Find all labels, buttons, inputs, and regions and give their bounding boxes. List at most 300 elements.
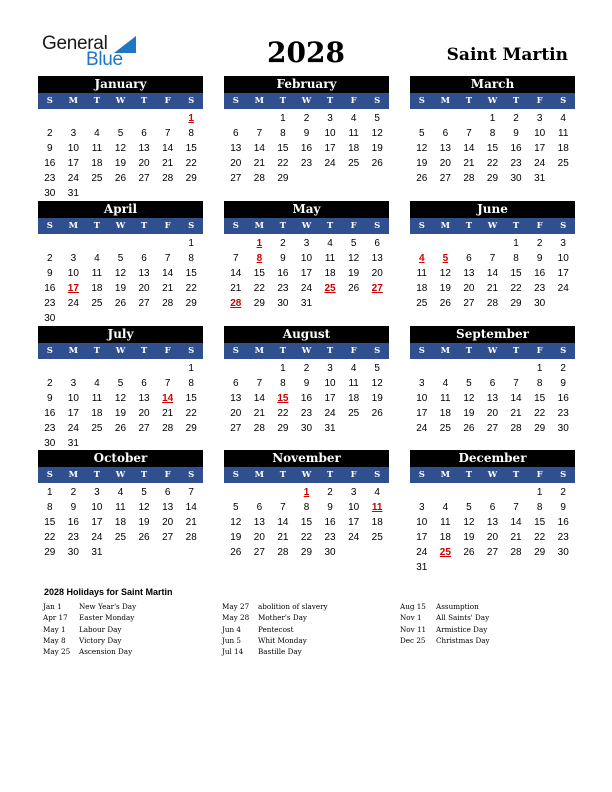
holiday-name: abolition of slavery [258, 602, 328, 611]
day-cell: 27 [230, 423, 242, 434]
day-cell: 30 [300, 423, 313, 434]
logo-word-blue: Blue [86, 49, 123, 70]
day-cell: 29 [486, 173, 499, 184]
weekday-label: S [418, 346, 425, 356]
day-cell: 10 [324, 128, 336, 139]
day-cell: 21 [253, 158, 265, 169]
day-cell: 8 [489, 128, 496, 139]
day-cell: 9 [303, 128, 310, 139]
empty-cell [224, 111, 248, 126]
weekday-label: T [326, 346, 334, 356]
weekday-label: M [440, 221, 451, 231]
day-cell: 5 [419, 128, 425, 139]
empty-cell [38, 361, 62, 376]
day-cell: 10 [300, 253, 313, 264]
holiday-day-cell: 1 [256, 238, 263, 249]
day-cell: 22 [44, 532, 56, 543]
day-cell: 19 [416, 158, 428, 169]
day-cell: 16 [324, 517, 336, 528]
day-cell: 12 [114, 268, 127, 279]
day-cell: 4 [560, 113, 566, 124]
day-cell: 2 [47, 253, 53, 264]
day-cell: 11 [558, 128, 569, 139]
holiday-date: Dec 25 [400, 635, 426, 645]
month-february [224, 76, 389, 186]
month-november [224, 450, 389, 560]
day-cell: 2 [303, 363, 310, 374]
day-cell: 18 [114, 517, 127, 528]
holiday-day-cell: 5 [442, 253, 449, 264]
empty-cell [248, 361, 272, 376]
day-cell: 10 [416, 393, 428, 404]
empty-cell [481, 485, 505, 500]
day-cell: 19 [230, 532, 242, 543]
day-cell: 3 [327, 113, 333, 124]
holiday-item [43, 612, 136, 623]
holiday-date: May 28 [222, 613, 250, 623]
day-cell: 28 [253, 423, 265, 434]
day-cell: 10 [91, 502, 103, 513]
day-cell: 26 [416, 173, 428, 184]
weekday-label: F [164, 96, 171, 106]
day-cell: 29 [300, 547, 313, 558]
day-cell: 26 [371, 158, 383, 169]
day-cell: 5 [141, 487, 147, 498]
day-cell: 12 [114, 393, 127, 404]
weekday-label: W [487, 221, 498, 231]
day-cell: 19 [348, 268, 360, 279]
weekday-label: T [512, 470, 520, 480]
day-cell: 17 [534, 143, 546, 154]
holiday-date: May 25 [43, 647, 71, 657]
weekday-label: S [374, 346, 381, 356]
empty-cell [156, 236, 180, 251]
day-cell: 11 [348, 128, 359, 139]
day-cell: 29 [510, 298, 522, 309]
day-cell: 30 [67, 547, 79, 558]
day-cell: 15 [534, 393, 546, 404]
weekday-label: T [140, 470, 148, 480]
empty-cell [457, 361, 481, 376]
day-cell: 20 [463, 283, 475, 294]
holidays-title: 2028 Holidays for Saint Martin [44, 587, 173, 597]
weekday-label: W [301, 346, 312, 356]
weekday-label: S [560, 346, 567, 356]
empty-cell [224, 236, 248, 251]
holiday-item [43, 635, 136, 646]
day-cell: 4 [442, 378, 449, 389]
day-cell: 12 [348, 253, 360, 264]
day-cell: 14 [253, 393, 265, 404]
day-cell: 29 [277, 423, 289, 434]
day-cell: 23 [534, 283, 546, 294]
day-cell: 16 [44, 158, 56, 169]
day-cell: 30 [44, 438, 56, 449]
holiday-name: Easter Monday [79, 613, 135, 623]
day-cell: 1 [489, 113, 496, 124]
day-cell: 23 [44, 423, 56, 434]
day-cell: 15 [253, 268, 265, 279]
day-cell: 26 [114, 173, 127, 184]
day-cell: 27 [486, 423, 499, 434]
day-cell: 19 [463, 408, 475, 419]
day-cell: 1 [280, 363, 286, 374]
day-cell: 9 [47, 393, 53, 404]
day-cell: 19 [114, 408, 127, 419]
day-cell: 17 [348, 517, 360, 528]
weekday-header [224, 93, 389, 109]
holiday-column [400, 601, 490, 646]
weekday-label: S [232, 470, 239, 480]
empty-cell [504, 361, 528, 376]
day-cell: 3 [303, 238, 310, 249]
day-cell: 2 [70, 487, 77, 498]
day-grid [38, 483, 203, 560]
weekday-label: W [115, 470, 126, 480]
day-cell: 17 [324, 393, 336, 404]
day-cell: 13 [230, 393, 242, 404]
weekday-label: T [512, 96, 520, 106]
day-grid [38, 359, 203, 451]
weekday-label: M [440, 346, 451, 356]
day-cell: 7 [489, 253, 496, 264]
day-cell: 4 [327, 238, 333, 249]
weekday-label: F [164, 346, 171, 356]
empty-cell [410, 361, 434, 376]
day-cell: 4 [117, 487, 124, 498]
day-cell: 21 [162, 158, 174, 169]
weekday-label: T [465, 346, 473, 356]
weekday-label: W [487, 470, 498, 480]
day-cell: 24 [67, 173, 79, 184]
day-cell: 14 [277, 517, 289, 528]
empty-cell [132, 361, 156, 376]
empty-cell [434, 361, 458, 376]
day-cell: 2 [536, 238, 543, 249]
month-april [38, 201, 203, 326]
day-cell: 18 [439, 408, 451, 419]
weekday-label: F [350, 221, 357, 231]
day-cell: 14 [185, 502, 197, 513]
day-cell: 13 [138, 268, 150, 279]
month-title: September [410, 326, 575, 343]
holiday-item [222, 635, 328, 646]
weekday-label: T [512, 221, 520, 231]
month-title: October [38, 450, 203, 467]
weekday-label: S [232, 346, 239, 356]
day-cell: 25 [91, 423, 103, 434]
weekday-label: T [465, 470, 473, 480]
day-cell: 9 [327, 502, 333, 513]
day-cell: 19 [371, 143, 383, 154]
weekday-label: S [188, 470, 195, 480]
day-cell: 18 [91, 158, 103, 169]
day-cell: 20 [486, 408, 499, 419]
day-cell: 18 [324, 268, 336, 279]
day-cell: 28 [510, 423, 522, 434]
day-cell: 3 [70, 253, 77, 264]
day-cell: 2 [513, 113, 519, 124]
day-cell: 21 [253, 408, 265, 419]
weekday-label: T [465, 96, 473, 106]
weekday-label: T [140, 346, 148, 356]
day-grid [410, 359, 575, 436]
holiday-date: Nov 1 [400, 613, 422, 623]
day-cell: 5 [117, 378, 124, 389]
day-cell: 16 [277, 268, 289, 279]
holiday-item [222, 601, 328, 612]
day-cell: 7 [164, 128, 171, 139]
weekday-label: T [512, 346, 520, 356]
empty-cell [224, 485, 248, 500]
day-cell: 9 [47, 268, 53, 279]
day-cell: 9 [280, 253, 286, 264]
holiday-day-cell: 14 [162, 393, 174, 404]
empty-cell [85, 361, 109, 376]
day-cell: 22 [185, 158, 197, 169]
day-cell: 20 [138, 283, 150, 294]
day-cell: 29 [185, 173, 197, 184]
day-cell: 18 [439, 532, 451, 543]
day-cell: 16 [510, 143, 522, 154]
day-cell: 11 [440, 517, 451, 528]
day-cell: 4 [94, 253, 100, 264]
day-cell: 8 [536, 378, 543, 389]
day-cell: 1 [188, 363, 194, 374]
day-cell: 30 [557, 423, 569, 434]
day-cell: 25 [416, 298, 428, 309]
day-cell: 22 [486, 158, 499, 169]
day-cell: 28 [486, 298, 499, 309]
empty-cell [248, 111, 272, 126]
day-cell: 13 [138, 143, 150, 154]
day-cell: 2 [560, 363, 566, 374]
holiday-date: Aug 15 [400, 602, 426, 611]
day-cell: 18 [348, 143, 360, 154]
day-cell: 12 [138, 502, 150, 513]
month-title: July [38, 326, 203, 343]
empty-cell [248, 485, 272, 500]
weekday-label: F [536, 470, 543, 480]
day-cell: 8 [188, 253, 194, 264]
month-may [224, 201, 389, 311]
day-cell: 13 [162, 502, 174, 513]
empty-cell [410, 236, 434, 251]
day-cell: 21 [185, 517, 197, 528]
day-cell: 8 [536, 502, 543, 513]
holiday-date: May 1 [43, 624, 66, 634]
day-cell: 27 [138, 298, 150, 309]
day-cell: 16 [44, 283, 56, 294]
weekday-label: F [350, 96, 357, 106]
day-cell: 23 [300, 408, 313, 419]
holiday-date: Nov 11 [400, 624, 427, 634]
weekday-label: M [68, 96, 79, 106]
day-grid [38, 234, 203, 326]
day-cell: 3 [70, 128, 77, 139]
day-cell: 12 [371, 128, 383, 139]
day-cell: 29 [277, 173, 289, 184]
day-cell: 31 [416, 562, 428, 573]
weekday-label: M [440, 470, 451, 480]
weekday-header [38, 343, 203, 359]
day-cell: 8 [280, 378, 286, 389]
day-cell: 8 [188, 128, 194, 139]
day-cell: 13 [253, 517, 265, 528]
day-cell: 30 [324, 547, 336, 558]
day-cell: 13 [486, 393, 499, 404]
day-cell: 4 [442, 502, 449, 513]
holiday-name: Assumption [436, 602, 479, 611]
holiday-column [222, 601, 328, 657]
day-cell: 6 [164, 487, 171, 498]
day-cell: 4 [94, 128, 100, 139]
day-cell: 14 [162, 268, 174, 279]
day-cell: 19 [114, 158, 127, 169]
day-cell: 1 [280, 113, 286, 124]
day-grid [224, 234, 389, 311]
weekday-label: F [164, 221, 171, 231]
day-cell: 25 [91, 173, 103, 184]
holiday-item [43, 624, 136, 635]
weekday-label: S [418, 470, 425, 480]
day-cell: 1 [536, 487, 543, 498]
day-cell: 24 [416, 423, 428, 434]
calendar-year-title: 2028 [267, 36, 345, 69]
day-cell: 16 [44, 408, 56, 419]
day-cell: 16 [67, 517, 79, 528]
day-cell: 18 [91, 408, 103, 419]
day-cell: 16 [300, 393, 313, 404]
day-cell: 6 [233, 378, 239, 389]
month-title: August [224, 326, 389, 343]
empty-cell [504, 485, 528, 500]
holiday-name: Labour Day [79, 624, 122, 634]
day-cell: 30 [44, 188, 56, 199]
weekday-label: T [140, 96, 148, 106]
day-cell: 20 [253, 532, 265, 543]
day-cell: 21 [510, 532, 522, 543]
day-cell: 19 [138, 517, 150, 528]
month-december [410, 450, 575, 575]
day-grid [410, 109, 575, 186]
weekday-label: S [418, 96, 425, 106]
day-cell: 24 [67, 298, 79, 309]
holiday-name: Armistice Day [436, 624, 488, 634]
weekday-label: F [536, 96, 543, 106]
day-cell: 22 [300, 532, 313, 543]
weekday-label: W [487, 346, 498, 356]
weekday-label: T [93, 470, 101, 480]
weekday-header [410, 343, 575, 359]
weekday-header [224, 218, 389, 234]
weekday-header [410, 467, 575, 483]
day-cell: 16 [534, 268, 546, 279]
day-cell: 12 [463, 517, 475, 528]
day-cell: 23 [300, 158, 313, 169]
day-cell: 23 [44, 173, 56, 184]
weekday-header [38, 93, 203, 109]
day-cell: 24 [557, 283, 569, 294]
day-cell: 26 [463, 423, 475, 434]
holiday-day-cell: 1 [188, 113, 194, 124]
day-cell: 6 [233, 128, 239, 139]
day-cell: 9 [47, 143, 53, 154]
holiday-day-cell: 17 [67, 283, 79, 294]
day-cell: 5 [466, 502, 472, 513]
weekday-header [410, 93, 575, 109]
day-cell: 31 [534, 173, 546, 184]
day-cell: 2 [47, 378, 53, 389]
day-cell: 7 [233, 253, 239, 264]
month-title: February [224, 76, 389, 93]
day-cell: 5 [466, 378, 472, 389]
day-cell: 18 [348, 393, 360, 404]
day-cell: 22 [510, 283, 522, 294]
day-cell: 26 [114, 298, 127, 309]
day-cell: 6 [141, 253, 147, 264]
day-cell: 21 [510, 408, 522, 419]
day-cell: 20 [138, 158, 150, 169]
day-cell: 3 [327, 363, 333, 374]
day-cell: 5 [233, 502, 239, 513]
weekday-label: S [374, 470, 381, 480]
holiday-date: Jun 4 [222, 624, 241, 634]
day-cell: 23 [67, 532, 79, 543]
day-cell: 14 [463, 143, 475, 154]
weekday-label: T [326, 221, 334, 231]
day-cell: 13 [439, 143, 451, 154]
holiday-item [400, 635, 490, 646]
day-cell: 24 [534, 158, 546, 169]
day-cell: 18 [416, 283, 428, 294]
day-cell: 27 [486, 547, 499, 558]
holiday-item [222, 624, 328, 635]
day-cell: 18 [91, 283, 103, 294]
day-cell: 20 [162, 517, 174, 528]
weekday-label: S [188, 221, 195, 231]
day-cell: 14 [230, 268, 242, 279]
day-cell: 24 [348, 532, 360, 543]
empty-cell [457, 236, 481, 251]
day-cell: 24 [300, 283, 313, 294]
day-cell: 1 [536, 363, 543, 374]
month-title: May [224, 201, 389, 218]
day-cell: 28 [185, 532, 197, 543]
weekday-label: S [560, 96, 567, 106]
day-cell: 4 [350, 113, 357, 124]
day-cell: 28 [162, 298, 174, 309]
day-cell: 26 [371, 408, 383, 419]
month-july [38, 326, 203, 451]
holiday-date: Apr 17 [43, 613, 68, 623]
day-cell: 11 [91, 143, 103, 154]
day-cell: 25 [91, 298, 103, 309]
month-title: March [410, 76, 575, 93]
weekday-label: T [93, 96, 101, 106]
weekday-label: W [115, 96, 126, 106]
weekday-label: F [536, 346, 543, 356]
day-cell: 5 [374, 113, 380, 124]
day-cell: 15 [510, 268, 522, 279]
weekday-label: T [326, 470, 334, 480]
day-cell: 19 [439, 283, 451, 294]
empty-cell [410, 111, 434, 126]
weekday-label: S [374, 96, 381, 106]
empty-cell [434, 485, 458, 500]
weekday-header [224, 343, 389, 359]
weekday-label: S [374, 221, 381, 231]
